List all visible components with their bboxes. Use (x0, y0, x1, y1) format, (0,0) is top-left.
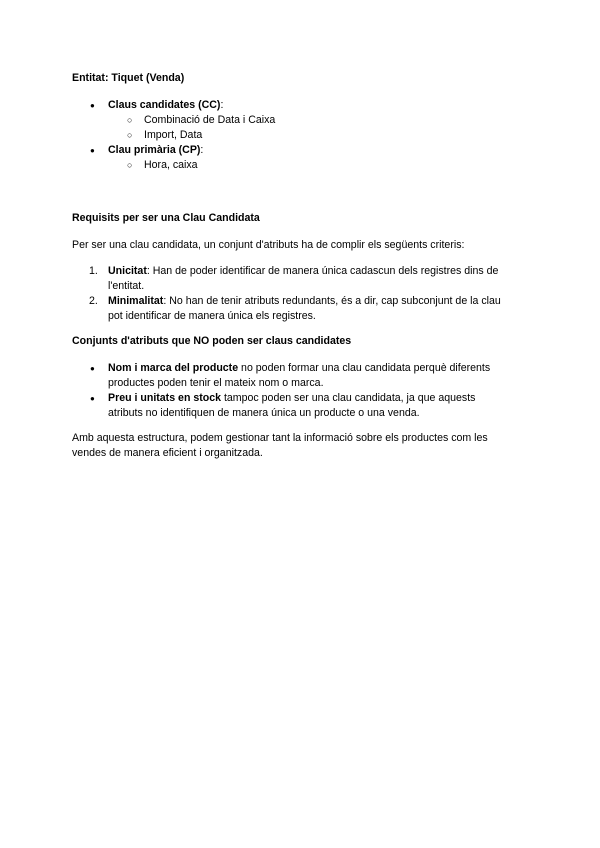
list-item (72, 294, 532, 324)
sub-list-item (72, 128, 532, 143)
item-text: : Han de poder identificar de manera única cadascun dels registres dins de (146, 265, 499, 277)
list-item (72, 264, 532, 294)
bullet-icon: ● (90, 394, 95, 403)
noclaus-list (72, 361, 532, 421)
circle-bullet-icon: ○ (127, 115, 133, 125)
entity-title: Entitat: Tiquet (Venda) (72, 72, 185, 84)
item-text: no poden formar una clau candidata perquè diferents (238, 362, 491, 374)
bullet-icon: ● (90, 101, 95, 110)
conclusion-paragraph (72, 431, 528, 461)
list-number: 1. (89, 265, 98, 277)
item-text: productes poden tenir el mateix nom o marca. (108, 377, 324, 389)
item-text: l'entitat. (108, 280, 145, 292)
paragraph-line: Amb aquesta estructura, podem gestionar tant la informació sobre els productes com les (72, 432, 488, 444)
sub-item-text: Combinació de Data i Caixa (144, 114, 276, 126)
circle-bullet-icon: ○ (127, 130, 133, 140)
paragraph-line: vendes de manera eficient i organitzada. (72, 447, 263, 459)
item-term: Nom i marca del producte (108, 362, 239, 374)
sub-item-text: Hora, caixa (144, 159, 198, 171)
entity-key-list (72, 98, 532, 173)
item-text: tampoc poden ser una clau candidata, ja que aquests (221, 392, 476, 404)
list-item (72, 391, 532, 421)
list-item (72, 98, 532, 113)
requisits-intro: Per ser una clau candidata, un conjunt d'atributs ha de complir els següents criteris: (72, 239, 465, 251)
list-item (72, 361, 532, 391)
item-text: pot identificar de manera única els registres. (108, 310, 316, 322)
item-suffix: : (220, 99, 224, 111)
criteria-list (72, 264, 532, 324)
item-text: : No han de tenir atributs redundants, és a dir, cap subconjunt de la clau (163, 295, 501, 307)
list-item (72, 143, 532, 158)
item-term: Claus candidates (CC) (108, 99, 221, 111)
circle-bullet-icon: ○ (127, 160, 133, 170)
bullet-icon: ● (90, 364, 95, 373)
item-suffix: : (200, 144, 204, 156)
list-number: 2. (89, 295, 98, 307)
bullet-icon: ● (90, 146, 95, 155)
item-term: Preu i unitats en stock (108, 392, 222, 404)
item-text: atributs no identifiquen de manera única un producte o una venda. (108, 407, 420, 419)
requisits-heading: Requisits per ser una Clau Candidata (72, 212, 260, 224)
noclaus-heading: Conjunts d'atributs que NO poden ser claus candidates (72, 335, 352, 347)
item-term: Clau primària (CP) (108, 144, 201, 156)
sub-item-text: Import, Data (144, 129, 203, 141)
item-term: Minimalitat (108, 295, 164, 307)
sub-list-item (72, 158, 532, 173)
sub-list-item (72, 113, 532, 128)
item-term: Unicitat (108, 265, 147, 277)
